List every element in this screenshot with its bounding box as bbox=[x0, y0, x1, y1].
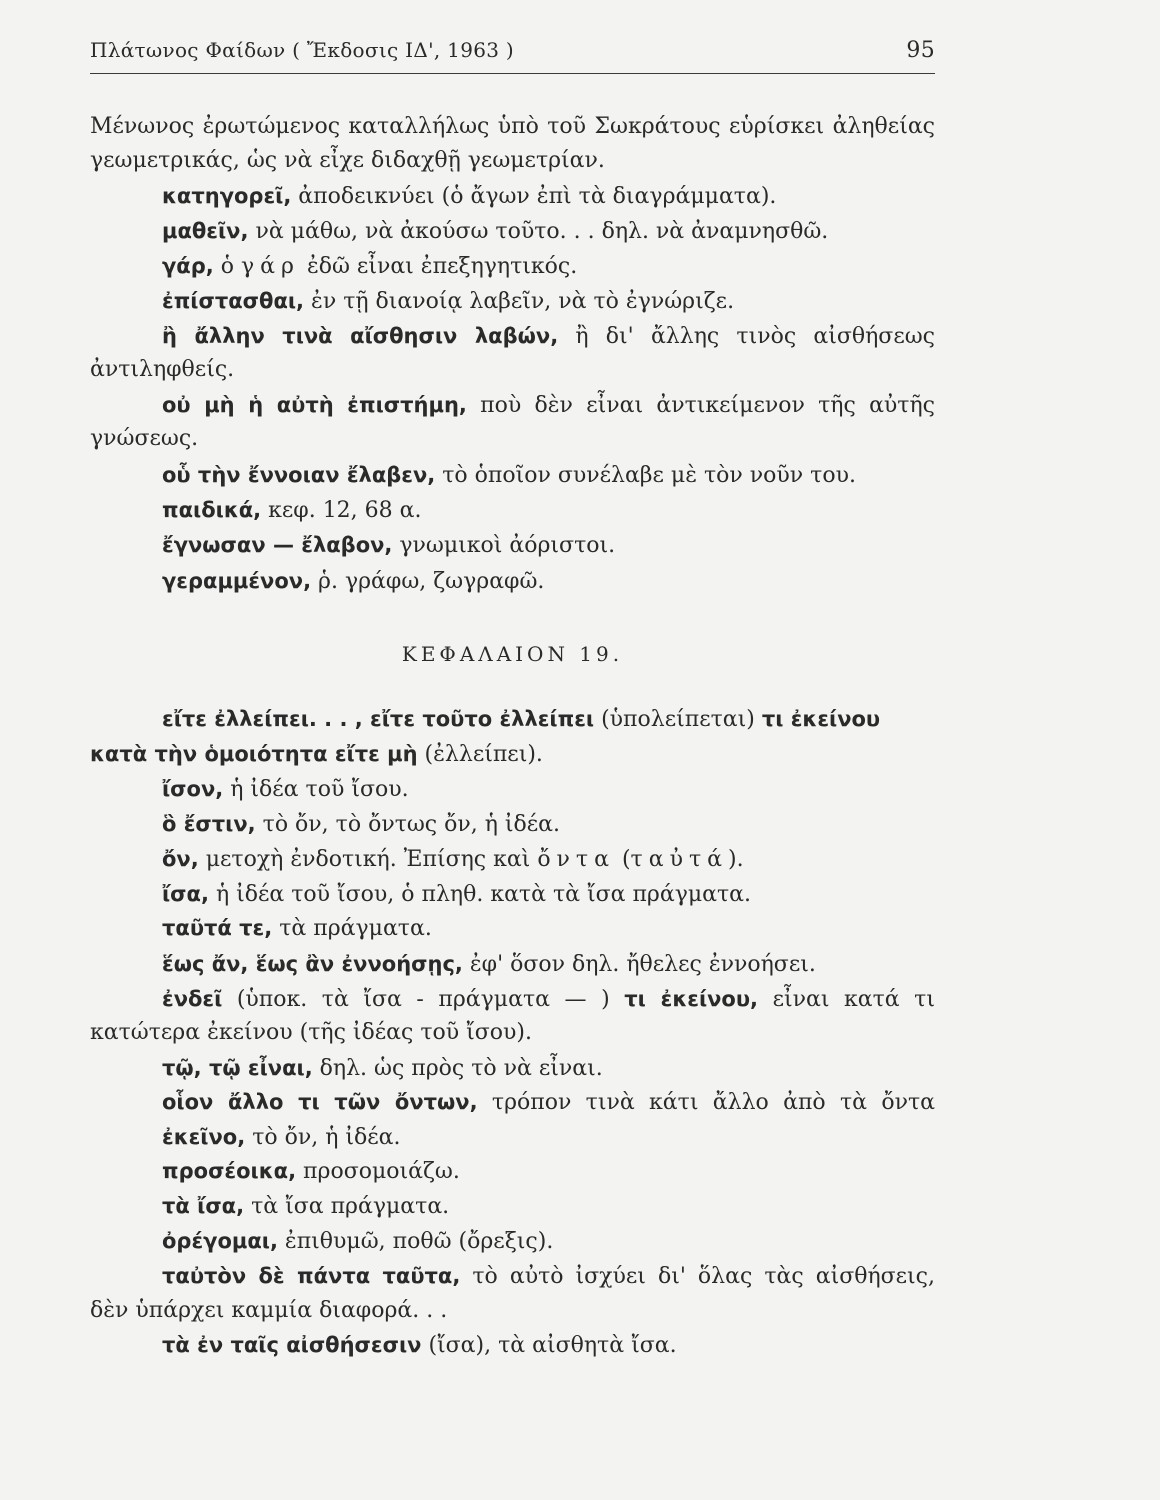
gloss-text: τὸ ὄν, τὸ ὄντως ὄν, ἡ ἰδέα. bbox=[255, 812, 561, 837]
gloss-entry bbox=[162, 913, 935, 944]
gloss-entry bbox=[162, 1261, 935, 1292]
gloss-term: κατὰ τὴν ὁμοιότητα εἴτε μὴ bbox=[90, 742, 418, 766]
gloss-term: ἕως ἄν, ἕως ἂν ἐννοήσῃς, bbox=[162, 952, 463, 976]
gloss-entry bbox=[162, 286, 935, 317]
gloss-entry bbox=[162, 1156, 935, 1187]
gloss-entry bbox=[162, 530, 935, 561]
gloss-term: προσέοικα, bbox=[162, 1159, 297, 1183]
gloss-text: ῥ. γράφω, ζωγραφῶ. bbox=[311, 569, 545, 594]
gloss-text: γνωμικοὶ ἀόριστοι. bbox=[392, 533, 616, 558]
gloss-term: οὐ μὴ ἡ αὐτὴ ἐπιστήμη, bbox=[162, 393, 467, 417]
gloss-term: τὰ ἐν ταῖς αἰσθήσεσιν bbox=[162, 1333, 422, 1357]
gloss-text: ἀποδεικνύει (ὁ ἄγων ἐπὶ τὰ διαγράμματα). bbox=[291, 184, 777, 209]
gloss-entry bbox=[162, 774, 935, 805]
gloss-entry bbox=[162, 1330, 935, 1361]
spaced-word: ταὐτά bbox=[630, 847, 728, 872]
gloss-term: κατηγορεῖ, bbox=[162, 184, 292, 208]
gloss-term: τι ἐκείνου bbox=[761, 707, 881, 731]
gloss-text: ἐν τῇ διανοίᾳ λαβεῖν, νὰ τὸ ἐγνώριζε. bbox=[304, 289, 735, 314]
gloss-term: γεραμμένον, bbox=[162, 569, 312, 593]
gloss-text: τὸ ὁποῖον συνέλαβε μὲ τὸν νοῦν του. bbox=[435, 463, 856, 488]
gloss-entry bbox=[162, 704, 935, 735]
gloss-term: παιδικά, bbox=[162, 498, 262, 522]
gloss-term: γάρ, bbox=[162, 254, 214, 278]
gloss-term: οὗ τὴν ἔννοιαν ἔλαβεν, bbox=[162, 463, 436, 487]
gloss-term: μαθεῖν, bbox=[162, 219, 249, 243]
gloss-term: ὀρέγομαι, bbox=[162, 1229, 278, 1253]
gloss-term: τὰ ἴσα, bbox=[162, 1194, 245, 1218]
gloss-text: δηλ. ὡς πρὸς τὸ νὰ εἶναι. bbox=[312, 1056, 603, 1081]
gloss-entry bbox=[162, 1226, 935, 1257]
gloss-term: ἐνδεῖ bbox=[162, 987, 223, 1011]
gloss-entry bbox=[162, 1053, 935, 1084]
text-line: ἀντιληφθείς. bbox=[90, 357, 235, 382]
text-line: Μένωνος ἐρωτώμενος καταλλήλως ὑπὸ τοῦ Σωκράτους εὑρίσκει ἀληθείας bbox=[90, 114, 935, 139]
text-line: δὲν ὑπάρχει καμμία διαφορά. . . bbox=[90, 1298, 448, 1323]
gloss-text: τρόπον τινὰ κάτι ἄλλο ἀπὸ τὰ ὄντα bbox=[477, 1090, 935, 1115]
gloss-term: εἴτε ἐλλείπει. . . , εἴτε τοῦτο ἐλλείπει bbox=[162, 707, 595, 731]
chapter-heading: ΚΕΦΑΛΑΙΟΝ 19. bbox=[401, 642, 624, 666]
text-line: γνώσεως. bbox=[90, 426, 199, 451]
gloss-entry bbox=[162, 1191, 935, 1222]
gloss-entry bbox=[162, 1122, 935, 1153]
gloss-text: (ὑποκ. τὰ ἴσα - πράγματα — ) bbox=[222, 987, 625, 1012]
gloss-text: ἡ ἰδέα τοῦ ἴσου, ὁ πληθ. κατὰ τὰ ἴσα πράγματα. bbox=[208, 882, 752, 907]
gloss-term: ὄν, bbox=[162, 847, 199, 871]
gloss-text: τὰ ἴσα πράγματα. bbox=[244, 1194, 450, 1219]
gloss-text: τὸ αὐτὸ ἰσχύει δι' ὅλας τὰς αἰσθήσεις, bbox=[460, 1264, 935, 1289]
gloss-term: ἴσα, bbox=[162, 882, 209, 906]
gloss-entry bbox=[90, 739, 935, 770]
gloss-term: οἷον ἄλλο τι τῶν ὄντων, bbox=[162, 1090, 478, 1114]
gloss-text: τὸ ὄν, ἡ ἰδέα. bbox=[245, 1125, 401, 1150]
gloss-term: ταῦτά τε, bbox=[162, 916, 273, 940]
gloss-entry bbox=[162, 460, 935, 491]
spaced-word: ὄντα bbox=[537, 847, 615, 872]
gloss-entry bbox=[162, 495, 935, 526]
gloss-term: ἐκεῖνο, bbox=[162, 1125, 246, 1149]
gloss-text: νὰ μάθω, νὰ ἀκούσω τοῦτο. . . δηλ. νὰ ἀναμνησθῶ. bbox=[248, 219, 829, 244]
gloss-term: ταὐτὸν δὲ πάντα ταῦτα, bbox=[162, 1264, 461, 1288]
gloss-entry: ἐνδεῖ (ὑποκ. τὰ ἴσα - πράγματα — ) τι ἐκείνου, εἶναι κατά τι bbox=[162, 987, 935, 1012]
gloss-entry bbox=[162, 390, 935, 421]
gloss-text: (ὑπολείπεται) bbox=[594, 707, 762, 732]
gloss-text: προσομοιάζω. bbox=[296, 1159, 460, 1184]
gloss-entry bbox=[162, 181, 935, 212]
gloss-entry bbox=[162, 1087, 935, 1118]
gloss-term: τι ἐκείνου, bbox=[624, 987, 759, 1011]
gloss-term: ἢ ἄλλην τινὰ αἴσθησιν λαβών, bbox=[162, 324, 559, 348]
gloss-entry bbox=[162, 809, 935, 840]
gloss-term: τῷ, τῷ εἶναι, bbox=[162, 1056, 313, 1080]
gloss-text: ἡ ἰδέα τοῦ ἴσου. bbox=[223, 777, 409, 802]
gloss-entry bbox=[162, 566, 935, 597]
text-line: γεωμετρικάς, ὡς νὰ εἶχε διδαχθῇ γεωμετρίαν. bbox=[90, 148, 605, 173]
gloss-text: (ἐλλείπει). bbox=[417, 742, 543, 767]
gloss-text: ἐπιθυμῶ, ποθῶ (ὄρεξις). bbox=[277, 1229, 554, 1254]
spaced-word: γάρ bbox=[241, 254, 300, 279]
running-head-title: Πλάτωνος Φαίδων ( Ἔκδοσις ΙΔ', 1963 ) bbox=[90, 38, 515, 62]
gloss-term: ἐπίστασθαι, bbox=[162, 289, 305, 313]
text-line: κατώτερα ἐκείνου (τῆς ἰδέας τοῦ ἴσου). bbox=[90, 1020, 532, 1045]
gloss-term: ἔγνωσαν — ἔλαβον, bbox=[162, 533, 393, 557]
gloss-entry bbox=[162, 949, 935, 980]
gloss-text: ποὺ δὲν εἶναι ἀντικείμενον τῆς αὐτῆς bbox=[466, 393, 935, 418]
gloss-entry bbox=[162, 216, 935, 247]
gloss-text: ἐφ' ὅσον δηλ. ἤθελες ἐννοήσει. bbox=[462, 952, 816, 977]
header-rule bbox=[90, 73, 935, 74]
gloss-entry: ὄν, μετοχὴ ἐνδοτική. Ἐπίσης καὶ ὄντα (ταὐτά). bbox=[162, 847, 744, 872]
gloss-entry: γάρ, ὁ γάρ ἐδῶ εἶναι ἐπεξηγητικός. bbox=[162, 254, 578, 279]
page-number: 95 bbox=[906, 38, 935, 63]
gloss-term: ἴσον, bbox=[162, 777, 224, 801]
gloss-text: τὰ πράγματα. bbox=[272, 916, 432, 941]
gloss-text: ἢ δι' ἄλλης τινὸς αἰσθήσεως bbox=[558, 324, 935, 349]
gloss-term: ὃ ἔστιν, bbox=[162, 812, 256, 836]
gloss-text: κεφ. 12, 68 α. bbox=[261, 498, 422, 523]
gloss-entry bbox=[162, 879, 935, 910]
gloss-text: (ἴσα), τὰ αἰσθητὰ ἴσα. bbox=[421, 1333, 677, 1358]
gloss-entry bbox=[162, 321, 935, 352]
running-head bbox=[90, 38, 935, 74]
